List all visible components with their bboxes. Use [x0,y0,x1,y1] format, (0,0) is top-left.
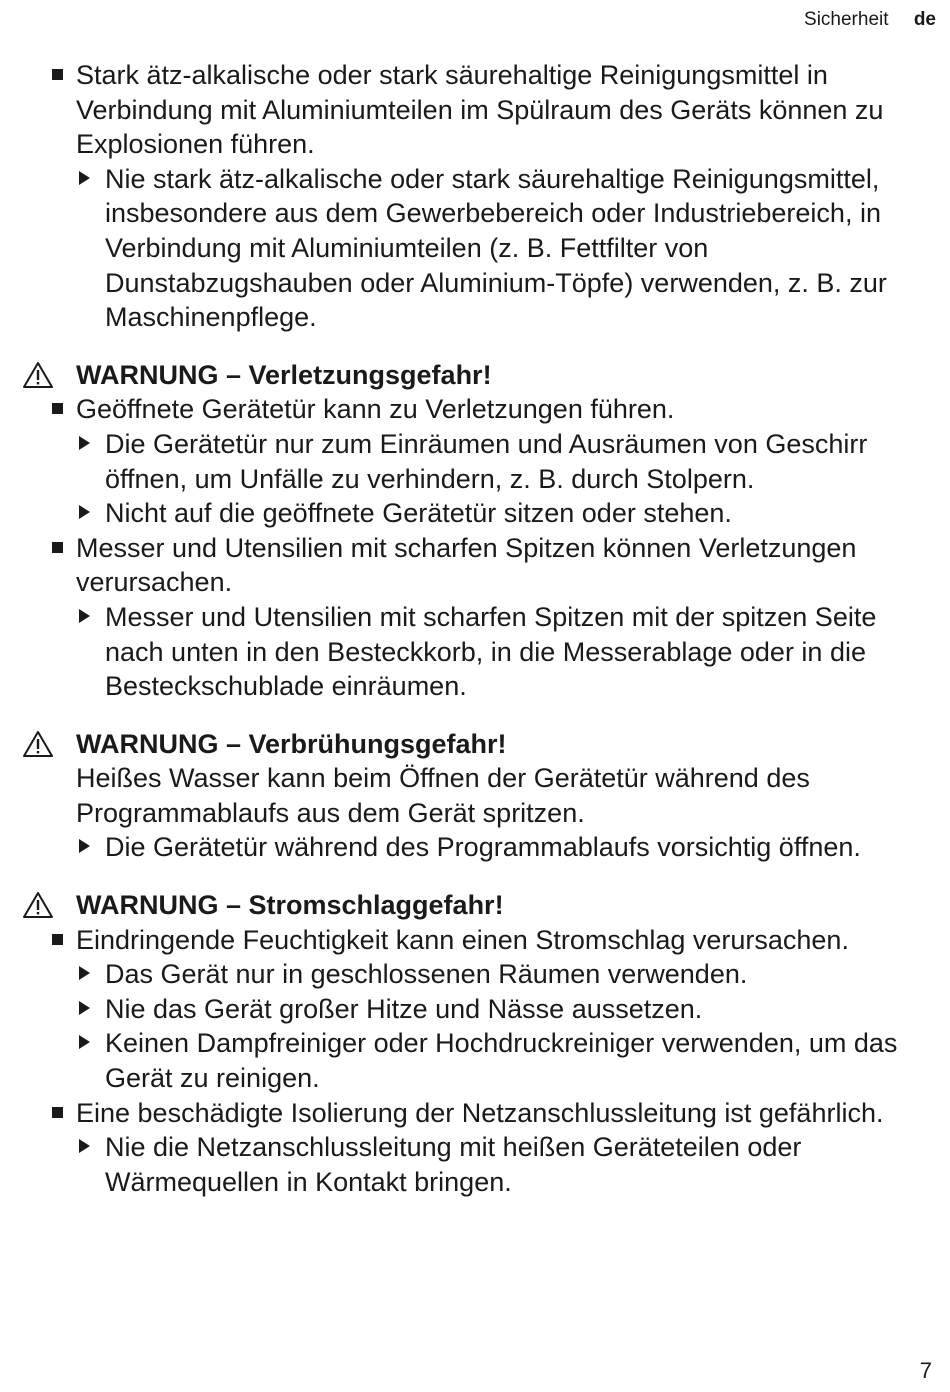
triangle-bullet-icon [79,839,90,853]
warning-heading [22,727,938,762]
warning-triangle-icon [22,891,54,919]
triangle-bullet-icon [79,609,90,623]
instruction-text: Nie die Netzanschlussleitung mit heißen Geräteteilen oder Wärmequellen in Kontakt bringen. [105,1132,802,1197]
instruction-text: Das Gerät nur in geschlossenen Räumen verwenden. [105,959,748,990]
warning-heading [22,888,938,923]
warning-heading-text: WARNUNG – Verletzungsgefahr! [76,359,492,390]
triangle-bullet-icon [79,966,90,980]
triangle-bullet-icon [79,1001,90,1015]
warning-block-injury [22,358,938,704]
square-bullet-icon [52,403,63,414]
instruction-item [22,957,938,992]
instruction-item [22,1026,938,1095]
page-header [804,8,936,32]
warning-heading-text: WARNUNG – Stromschlaggefahr! [76,890,504,921]
hazard-text: Heißes Wasser kann beim Öffnen der Gerätetür während des Programmablaufs aus dem Gerät spritzen. [76,763,810,828]
instruction-item [22,830,938,865]
hazard-item [22,1096,938,1131]
square-bullet-icon [52,69,63,80]
square-bullet-icon [52,1107,63,1118]
instruction-text: Nicht auf die geöffnete Gerätetür sitzen oder stehen. [105,498,732,529]
hazard-item [22,531,938,600]
triangle-bullet-icon [79,505,90,519]
warning-block-electric-shock [22,888,938,1199]
hazard-text: Messer und Utensilien mit scharfen Spitzen können Verletzungen verursachen. [76,532,857,598]
hazard-item [22,392,938,427]
instruction-text: Die Gerätetür während des Programmablaufs vorsichtig öffnen. [105,832,861,863]
hazard-item [22,58,938,162]
instruction-text: Nie das Gerät großer Hitze und Nässe aussetzen. [105,993,703,1024]
page-content [22,58,938,1199]
page-number: 7 [919,1358,932,1383]
warning-heading-text: WARNUNG – Verbrühungsgefahr! [76,728,507,759]
instruction-item [22,992,938,1027]
instruction-item [22,1130,938,1199]
instruction-item [22,162,938,335]
warning-triangle-icon [22,730,54,758]
section-title: Sicherheit [804,9,889,30]
triangle-bullet-icon [79,436,90,450]
square-bullet-icon [52,542,63,553]
warning-heading [22,358,938,393]
instruction-item [22,600,938,704]
instruction-item [22,427,938,496]
safety-block [22,58,938,335]
instruction-text: Messer und Utensilien mit scharfen Spitzen mit der spitzen Seite nach unten in den Besteckkorb, in die Messerablage oder in die Besteckschublade einräumen. [105,601,877,702]
hazard-text: Stark ätz-alkalische oder stark säurehaltige Reinigungsmittel in Verbindung mit Aluminiumteilen im Spülraum des Geräts können zu Explosionen führen. [76,60,884,160]
instruction-item [22,496,938,531]
square-bullet-icon [52,934,63,945]
warning-block-scalding [22,727,938,865]
instruction-text: Nie stark ätz-alkalische oder stark säurehaltige Reinigungsmittel, insbesondere aus dem Gewerbebereich oder Industriebereich, in Verbindung mit Aluminiumteilen (z. B. Fettfilter von Dunstabzugshauben oder Aluminium-Töpfe) verwenden, z. B. zur Maschinenpflege. [105,163,887,333]
hazard-text: Geöffnete Gerätetür kann zu Verletzungen führen. [76,394,675,425]
language-code: de [913,9,936,30]
instruction-text: Die Gerätetür nur zum Einräumen und Ausräumen von Geschirr öffnen, um Unfälle zu verhindern, z. B. durch Stolpern. [105,428,868,494]
hazard-text: Eindringende Feuchtigkeit kann einen Stromschlag verursachen. [76,924,849,955]
hazard-item [22,923,938,958]
instruction-text: Keinen Dampfreiniger oder Hochdruckreiniger verwenden, um das Gerät zu reinigen. [105,1028,898,1094]
triangle-bullet-icon [79,1035,90,1049]
hazard-text: Eine beschädigte Isolierung der Netzanschlussleitung ist gefährlich. [76,1097,884,1128]
triangle-bullet-icon [79,1139,90,1153]
warning-triangle-icon [22,361,54,389]
triangle-bullet-icon [79,171,90,185]
